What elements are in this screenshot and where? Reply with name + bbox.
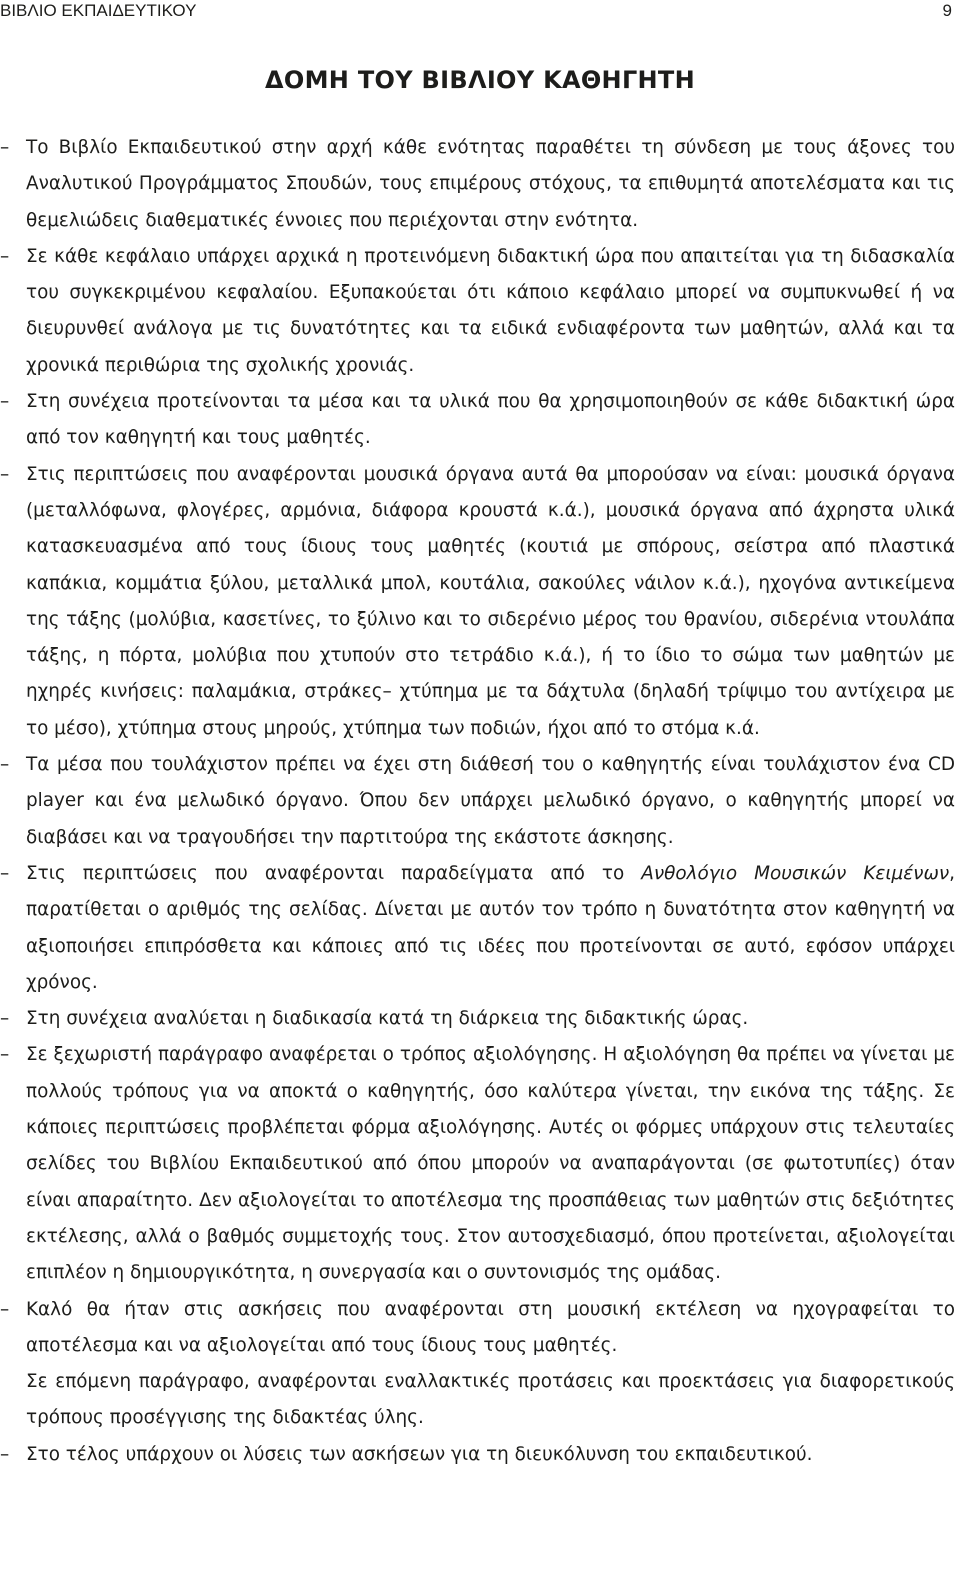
paragraph-text: Το Βιβλίο Εκπαιδευτικού στην αρχή κάθε ενότητας παραθέτει τη σύνδεση με τους άξονες του Αναλυτικού Προγράμματος Σπουδών, τους επιμέρους στόχους, τα επιθυμητά αποτελέσματα και τις θεμελιώδεις διαθεματικές έννοιες που περιέχονται στην ενότητα. <box>26 137 955 231</box>
paragraph-text: Τα μέσα που τουλάχιστον πρέπει να έχει στη διάθεσή του ο καθηγητής είναι τουλάχιστον ένα CD player και ένα μελωδικό όργανο. Όπου δεν υπάρχει μελωδικό όργανο, ο καθηγητής μπορεί να διαβάσει και να τραγουδήσει την παρτιτούρα της εκάστοτε άσκησης. <box>26 754 955 848</box>
dash-bullet: – <box>0 463 10 485</box>
paragraph-instruments <box>0 457 955 747</box>
dash-bullet: – <box>0 245 10 267</box>
dash-bullet: – <box>0 1008 10 1030</box>
running-header <box>0 0 960 26</box>
paragraph-text: Στο τέλος υπάρχουν οι λύσεις των ασκήσεων για τη διευκόλυνση του εκπαιδευτικού. <box>26 1443 813 1465</box>
paragraph-text-after: , παρατίθεται ο αριθμός της σελίδας. Δίνεται με αυτόν τον τρόπο η δυνατότητα στον καθηγητή να αξιοποιήσει επιπρόσθετα και κάποιες από τις ιδέες που προτείνονται σε αυτό, εφόσον υπάρχει χρόνος. <box>26 862 955 993</box>
paragraph-recording <box>0 1292 955 1365</box>
dash-bullet: – <box>0 1044 10 1066</box>
dash-bullet: – <box>0 754 10 776</box>
dash-bullet: – <box>0 137 10 158</box>
paragraph-teaching-hour <box>0 239 955 384</box>
paragraph-assessment <box>0 1037 955 1291</box>
paragraph-text: Στις περιπτώσεις που αναφέρονται μουσικά όργανα αυτά θα μπορούσαν να είναι: μουσικά όργανα (μεταλλόφωνα, φλογέρες, αρμόνια, διάφορα κρουστά κ.ά.), μουσικά όργανα από άχρηστα υλικά κατασκευασμένα από τους ίδιους τους μαθητές (κουτιά με σπόρους, σείστρα από πλαστικά καπάκια, κομμάτια ξύλου, μεταλλικά μπολ, κουτάλια, σακούλες νάιλον κ.ά.), ηχογόνα αντικείμενα της τάξης (μολύβια, κασετίνες, το ξύλινο και το σιδερένιο μέρος του θρανίου, σιδερένια ντουλάπα τάξης, η πόρτα, μολύβια που χτυπούν στο τετράδιο κ.ά.), ή το ίδιο το σώμα των μαθητών με ηχηρές κινήσεις: παλαμάκια, στράκες– χτύπημα με τα δάχτυλα (δηλαδή τρίψιμο του αντίχειρα με το μέσο), χτύπημα στους μηρούς, χτύπημα των ποδιών, ήχοι από το στόμα κ.ά. <box>26 463 955 739</box>
paragraph-anthology <box>0 856 955 1001</box>
paragraph-text: Σε επόμενη παράγραφο, αναφέρονται εναλλακτικές προτάσεις και προεκτάσεις για διαφορετικούς τρόπους προσέγγισης της διδακτέας ύλης. <box>26 1371 955 1429</box>
anthology-title: Ανθολόγιο Μουσικών Κειμένων <box>641 862 950 884</box>
paragraph-text: Στη συνέχεια προτείνονται τα μέσα και τα υλικά που θα χρησιμοποιηθούν σε κάθε διδακτική ώρα από τον καθηγητή και τους μαθητές. <box>26 391 955 449</box>
paragraph-text: Σε ξεχωριστή παράγραφο αναφέρεται ο τρόπος αξιολόγησης. Η αξιολόγηση θα πρέπει να γίνεται με πολλούς τρόπους για να αποκτά ο καθηγητής, όσο καλύτερα γίνεται, την εικόνα της τάξης. Σε κάποιες περιπτώσεις προβλέπεται φόρμα αξιολόγησης. Αυτές οι φόρμες υπάρχουν στις τελευταίες σελίδες του Βιβλίου Εκπαιδευτικού από όπου μπορούν να αναπαράγονται (σε φωτοτυπίες) όταν είναι απαραίτητο. Δεν αξιολογείται το αποτέλεσμα της προσπάθειας των μαθητών στις δεξιότητες εκτέλεσης, αλλά ο βαθμός συμμετοχής τους. Στον αυτοσχεδιασμό, όπου προτείνεται, αξιολογείται επιπλέον η δημιουργικότητα, η συνεργασία και ο συντονισμός της ομάδας. <box>26 1044 955 1284</box>
paragraph-units-overview <box>0 130 955 239</box>
paragraph-text: Καλό θα ήταν στις ασκήσεις που αναφέρονται στη μουσική εκτέλεση να ηχογραφείται το αποτέλεσμα και να αξιολογείται από τους ίδιους τους μαθητές. <box>26 1298 955 1356</box>
dash-bullet: – <box>0 1298 10 1320</box>
paragraph-materials <box>0 384 955 457</box>
paragraph-solutions <box>0 1437 955 1473</box>
paragraph-procedure <box>0 1001 955 1037</box>
dash-bullet: – <box>0 391 10 413</box>
page-number: 9 <box>942 1 952 20</box>
page-title: ΔΟΜΗ ΤΟΥ ΒΙΒΛΙΟΥ ΚΑΘΗΓΗΤΗ <box>265 66 695 94</box>
body-text <box>0 130 955 1473</box>
paragraph-minimum-means <box>0 747 955 856</box>
running-header-title: ΒΙΒΛΙΟ ΕΚΠΑΙΔΕΥΤΙΚΟΥ <box>0 1 197 20</box>
dash-bullet: – <box>0 1443 10 1465</box>
paragraph-text: Σε κάθε κεφάλαιο υπάρχει αρχικά η προτεινόμενη διδακτική ώρα που απαιτείται για τη διδασκαλία του συγκεκριμένου κεφαλαίου. Εξυπακούεται ότι κάποιο κεφάλαιο μπορεί να συμπυκνωθεί ή να διευρυνθεί ανάλογα με τις δυνατότητες και τα ειδικά ενδιαφέροντα των μαθητών, αλλά και τα χρονικά περιθώρια της σχολικής χρονιάς. <box>26 245 955 376</box>
paragraph-text: Στη συνέχεια αναλύεται η διαδικασία κατά τη διάρκεια της διδακτικής ώρας. <box>26 1008 749 1030</box>
paragraph-text-before: Στις περιπτώσεις που αναφέρονται παραδείγματα από το <box>26 862 642 884</box>
dash-bullet: – <box>0 862 10 884</box>
paragraph-alternatives <box>0 1364 955 1437</box>
